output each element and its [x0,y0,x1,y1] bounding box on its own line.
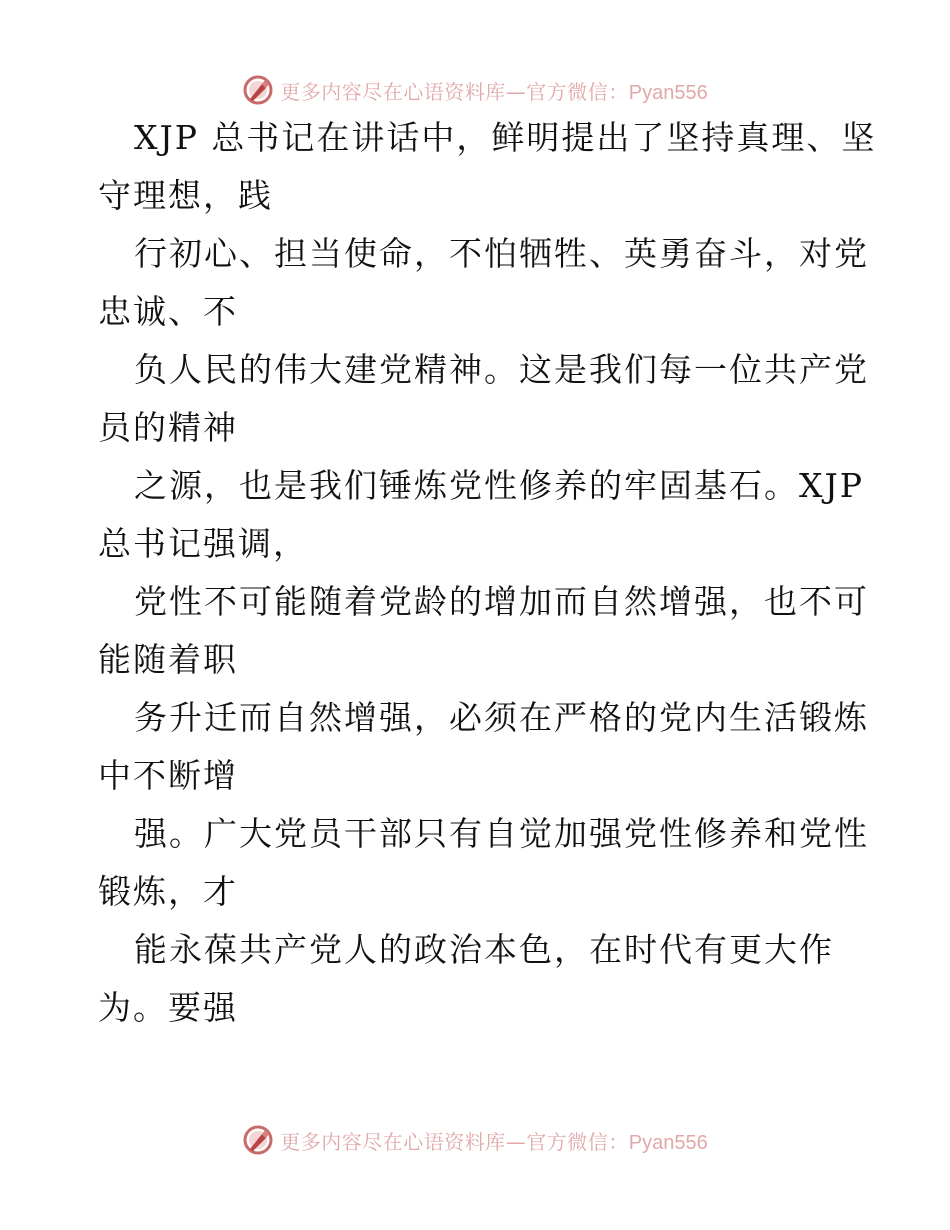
body-line: XJP 总书记在讲话中，鲜明提出了坚持真理、坚 [134,118,877,157]
footer-watermark-wechat-id: Pyan556 [628,1131,708,1154]
body-line: 锻炼，才 [98,872,238,911]
header-watermark-text [280,76,707,105]
body-line: 总书记强调， [98,524,308,563]
header-watermark [0,70,950,110]
header-watermark-wechat-id: Pyan556 [628,81,708,104]
body-line: 党性不可能随着党龄的增加而自然增强，也不可 [134,582,869,621]
footer-watermark-label: 更多内容尽在心语资料库—官方微信： [280,1129,629,1154]
pen-nib-logo-icon [242,74,274,106]
body-line: 中不断增 [98,756,238,795]
body-line: 忠诚、不 [98,292,238,331]
body-line: 负人民的伟大建党精神。这是我们每一位共产党 [134,350,869,389]
footer-watermark-text [280,1126,707,1155]
footer-watermark [0,1120,950,1160]
body-line: 守理想，践 [98,176,273,215]
body-line: 能随着职 [98,640,238,679]
body-line: 员的精神 [98,408,238,447]
body-line: 为。要强 [98,988,238,1027]
header-watermark-label: 更多内容尽在心语资料库—官方微信： [280,79,629,104]
body-line: 强。广大党员干部只有自觉加强党性修养和党性 [134,814,869,853]
pen-nib-logo-icon [242,1124,274,1156]
body-line: 务升迁而自然增强，必须在严格的党内生活锻炼 [134,698,869,737]
body-line: 能永葆共产党人的政治本色，在时代有更大作 [134,930,834,969]
body-line: 行初心、担当使命，不怕牺牲、英勇奋斗，对党 [134,234,869,273]
body-line: 之源，也是我们锤炼党性修养的牢固基石。XJP [134,466,864,505]
